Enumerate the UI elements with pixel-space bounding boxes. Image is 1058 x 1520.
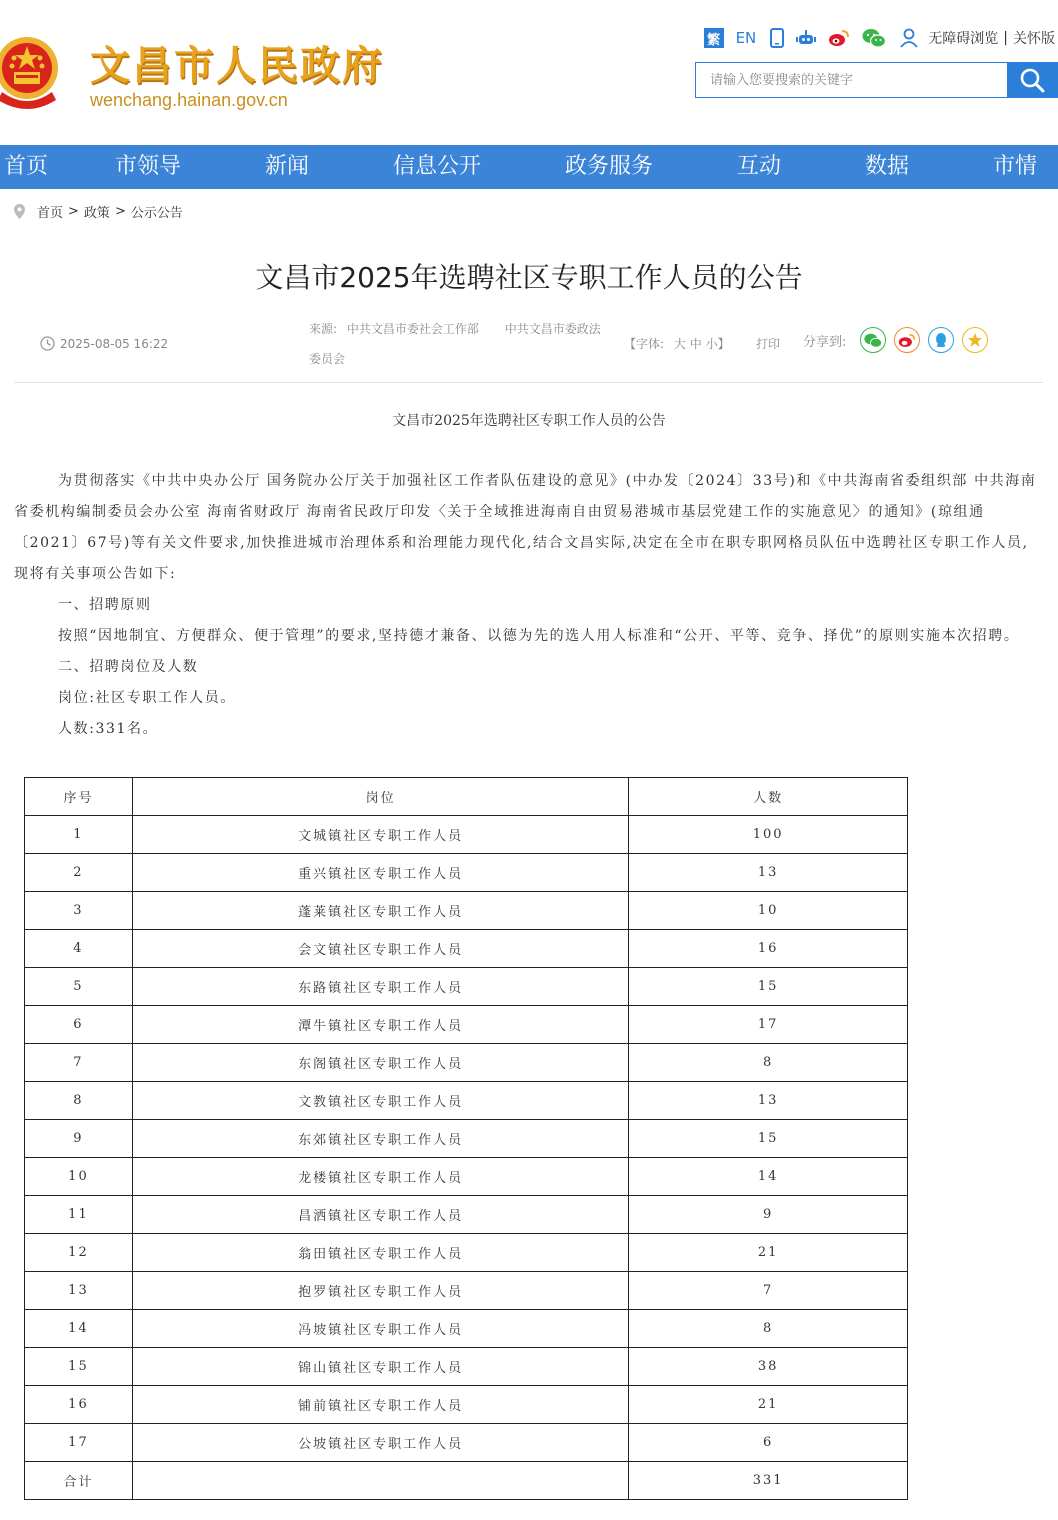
row-count: 13 — [629, 854, 908, 892]
row-index: 16 — [25, 1386, 133, 1424]
row-index: 13 — [25, 1272, 133, 1310]
font-small-button[interactable]: 小】 — [705, 337, 730, 351]
robot-icon[interactable] — [796, 29, 816, 47]
table-row — [25, 1424, 908, 1462]
row-position: 重兴镇社区专职工作人员 — [132, 854, 628, 892]
wechat-icon[interactable] — [862, 28, 886, 48]
row-count: 13 — [629, 1082, 908, 1120]
breadcrumb-separator: > — [68, 204, 79, 219]
breadcrumb-home[interactable]: 首页 — [37, 206, 64, 221]
row-index: 9 — [25, 1120, 133, 1158]
header-count: 人数 — [629, 778, 908, 816]
share-wechat-icon[interactable] — [860, 327, 886, 353]
row-index: 7 — [25, 1044, 133, 1082]
table-row — [25, 1310, 908, 1348]
source-2a: 中共文昌市委政法 — [504, 322, 601, 336]
share-qzone-icon[interactable] — [962, 327, 988, 353]
table-row — [25, 1082, 908, 1120]
row-count: 8 — [629, 1310, 908, 1348]
publish-date — [40, 336, 168, 351]
document-title: 文昌市2025年选聘社区专职工作人员的公告 — [392, 413, 666, 429]
weibo-icon[interactable] — [828, 29, 850, 47]
row-index: 6 — [25, 1006, 133, 1044]
row-index: 14 — [25, 1310, 133, 1348]
publish-date-text: 2025-08-05 16:22 — [60, 336, 169, 351]
row-count: 6 — [629, 1424, 908, 1462]
font-size-control — [624, 335, 730, 352]
elderly-mode-link[interactable]: 关怀版 — [1013, 31, 1055, 47]
row-position: 公坡镇社区专职工作人员 — [132, 1424, 628, 1462]
paragraph-principles: 按照“因地制宜、方便群众、便于管理”的要求,坚持德才兼备、以德为先的选人用人标准和“公开、平等、竞争、择优”的原则实施本次招聘。 — [58, 628, 1020, 644]
header-index: 序号 — [25, 778, 133, 816]
positions-table — [24, 777, 908, 1500]
row-position: 抱罗镇社区专职工作人员 — [132, 1272, 628, 1310]
nav-city-info[interactable]: 市情 — [992, 154, 1038, 179]
share-bar — [803, 327, 988, 353]
row-position: 锦山镇社区专职工作人员 — [132, 1348, 628, 1386]
table-row — [25, 854, 908, 892]
table-row — [25, 930, 908, 968]
row-index: 17 — [25, 1424, 133, 1462]
breadcrumb-policy[interactable]: 政策 — [83, 206, 110, 221]
search-icon — [1019, 67, 1045, 93]
row-position: 潭牛镇社区专职工作人员 — [132, 1006, 628, 1044]
site-header — [0, 0, 1058, 145]
row-index: 11 — [25, 1196, 133, 1234]
search-button[interactable] — [1007, 63, 1057, 97]
row-position: 会文镇社区专职工作人员 — [132, 930, 628, 968]
table-row — [25, 1158, 908, 1196]
row-count: 10 — [629, 892, 908, 930]
table-row — [25, 1196, 908, 1234]
nav-leaders[interactable]: 市领导 — [114, 154, 182, 179]
row-count: 21 — [629, 1234, 908, 1272]
row-count: 15 — [629, 968, 908, 1006]
toolbar-separator: | — [1003, 30, 1008, 46]
table-row — [25, 1234, 908, 1272]
row-count: 21 — [629, 1386, 908, 1424]
table-row — [25, 1348, 908, 1386]
breadcrumb-notice[interactable]: 公示公告 — [130, 206, 183, 221]
position-text: 岗位:社区专职工作人员。 — [58, 690, 236, 706]
row-count: 8 — [629, 1044, 908, 1082]
heading-positions: 二、招聘岗位及人数 — [58, 659, 199, 675]
row-count: 7 — [629, 1272, 908, 1310]
share-label: 分享到: — [803, 334, 847, 350]
row-position: 昌洒镇社区专职工作人员 — [132, 1196, 628, 1234]
header-position: 岗位 — [132, 778, 628, 816]
document-body — [14, 466, 1044, 745]
row-count: 9 — [629, 1196, 908, 1234]
row-position: 东阁镇社区专职工作人员 — [132, 1044, 628, 1082]
row-index: 3 — [25, 892, 133, 930]
row-position: 蓬莱镇社区专职工作人员 — [132, 892, 628, 930]
row-index: 4 — [25, 930, 133, 968]
nav-info-public[interactable]: 信息公开 — [392, 154, 482, 179]
source-label: 来源: — [309, 322, 338, 336]
row-index: 8 — [25, 1082, 133, 1120]
row-index: 1 — [25, 816, 133, 854]
row-count: 17 — [629, 1006, 908, 1044]
total-value: 331 — [629, 1462, 908, 1500]
clock-icon — [40, 336, 55, 351]
font-medium-button[interactable]: 中 — [689, 337, 702, 351]
row-index: 15 — [25, 1348, 133, 1386]
headcount-text: 人数:331名。 — [58, 721, 159, 737]
row-position: 东路镇社区专职工作人员 — [132, 968, 628, 1006]
font-size-label: 【字体: — [624, 337, 665, 351]
font-large-button[interactable]: 大 — [673, 337, 686, 351]
top-toolbar — [704, 26, 1058, 50]
user-icon[interactable] — [900, 28, 918, 48]
row-position: 东郊镇社区专职工作人员 — [132, 1120, 628, 1158]
row-index: 2 — [25, 854, 133, 892]
table-row — [25, 892, 908, 930]
print-button[interactable]: 打印 — [756, 337, 781, 351]
traditional-chinese-button[interactable]: 繁 — [704, 28, 724, 48]
source-line-2 — [309, 350, 345, 367]
row-count: 15 — [629, 1120, 908, 1158]
article-title: 文昌市2025年选聘社区专职工作人员的公告 — [255, 261, 803, 294]
row-position: 龙楼镇社区专职工作人员 — [132, 1158, 628, 1196]
site-domain: wenchang.hainan.gov.cn — [90, 90, 288, 110]
row-index: 10 — [25, 1158, 133, 1196]
row-position: 文教镇社区专职工作人员 — [132, 1082, 628, 1120]
table-row — [25, 968, 908, 1006]
row-count: 100 — [629, 816, 908, 854]
site-title[interactable]: 文昌市人民政府 — [90, 43, 384, 89]
row-position: 文城镇社区专职工作人员 — [132, 816, 628, 854]
nav-data[interactable]: 数据 — [864, 154, 910, 179]
share-weibo-icon[interactable] — [894, 327, 920, 353]
nav-interaction[interactable]: 互动 — [736, 154, 782, 179]
table-total-row — [25, 1462, 908, 1500]
table-header-row — [25, 778, 908, 816]
source-2b: 委员会 — [309, 352, 346, 366]
row-count: 16 — [629, 930, 908, 968]
table-row — [25, 816, 908, 854]
row-position: 冯坡镇社区专职工作人员 — [132, 1310, 628, 1348]
nav-news[interactable]: 新闻 — [264, 154, 310, 179]
table-row — [25, 1120, 908, 1158]
breadcrumb — [14, 202, 183, 221]
share-qq-icon[interactable] — [928, 327, 954, 353]
table-row — [25, 1386, 908, 1424]
row-index: 5 — [25, 968, 133, 1006]
main-nav — [0, 145, 1058, 189]
heading-principles: 一、招聘原则 — [58, 597, 152, 613]
table-row — [25, 1272, 908, 1310]
nav-home[interactable]: 首页 — [3, 154, 49, 179]
table-row — [25, 1006, 908, 1044]
national-emblem-icon — [0, 32, 60, 114]
total-empty — [132, 1462, 628, 1500]
mobile-icon[interactable] — [770, 28, 784, 48]
paragraph-intro: 为贯彻落实《中共中央办公厅 国务院办公厅关于加强社区工作者队伍建设的意见》(中办发〔2024〕33号)和《中共海南省委组织部 中共海南省委机构编制委员会办公室 海南省财政厅 海南省民政厅印发〈关于全域推进海南自由贸易港城市基层党建工作的实施意见〉的通知》(琼组通〔2021〕67号)等有关文件要求,加快推进城市治理体系和治理能力现代化,结合文昌实际,决定在全市在职专职网格员队伍中选聘社区专职工作人员,现将有关事项公告如下: — [14, 473, 1037, 582]
row-index: 12 — [25, 1234, 133, 1272]
location-pin-icon — [14, 204, 25, 219]
row-count: 38 — [629, 1348, 908, 1386]
row-position: 铺前镇社区专职工作人员 — [132, 1386, 628, 1424]
row-position: 翁田镇社区专职工作人员 — [132, 1234, 628, 1272]
search-box — [695, 62, 1058, 98]
row-count: 14 — [629, 1158, 908, 1196]
source-line-1 — [309, 320, 601, 337]
total-label: 合计 — [25, 1462, 133, 1500]
english-button[interactable]: EN — [735, 29, 757, 47]
search-input[interactable] — [696, 63, 1007, 97]
accessibility-link[interactable]: 无障碍浏览 — [928, 31, 999, 47]
source-1: 中共文昌市委社会工作部 — [346, 322, 479, 336]
table-row — [25, 1044, 908, 1082]
meta-divider — [14, 382, 1043, 383]
breadcrumb-separator: > — [114, 204, 126, 219]
nav-gov-services[interactable]: 政务服务 — [564, 154, 654, 179]
